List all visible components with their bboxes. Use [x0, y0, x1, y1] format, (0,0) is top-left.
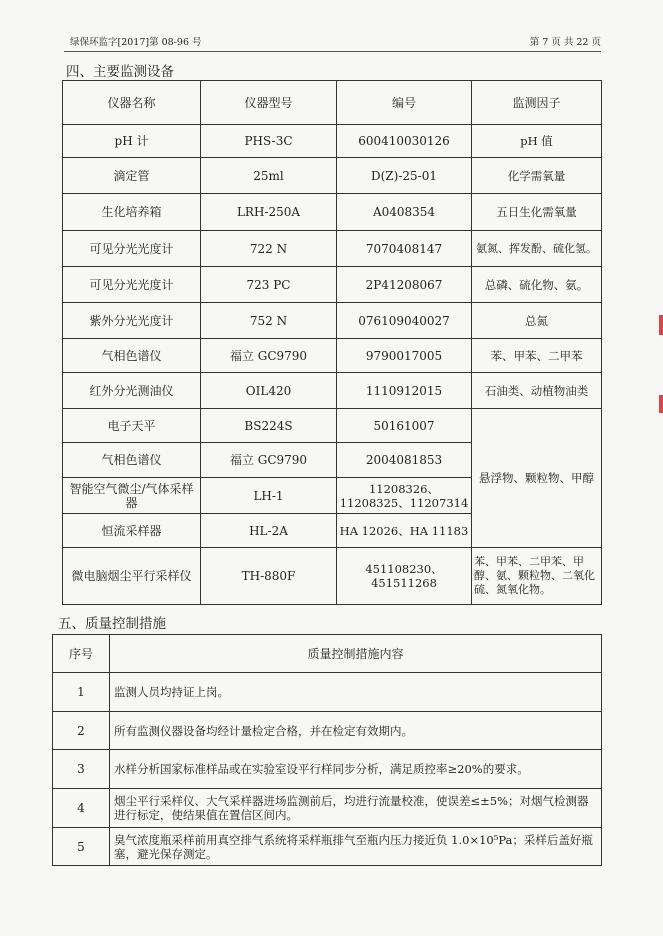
instrument-model: TH-880F: [201, 548, 337, 605]
monitoring-factor: 氨氮、挥发酚、硫化氢。: [472, 231, 602, 267]
instrument-name: 智能空气微尘/气体采样器: [63, 478, 201, 514]
quality-control-table: [52, 634, 602, 866]
qc-measure: 烟尘平行采样仪、大气采样器进场监测前后，均进行流量校准，使误差≤±5%；对烟气检测器进行标定，使结果值在置信区间内。: [110, 789, 602, 828]
instrument-name: 红外分光测油仪: [63, 373, 201, 409]
table-row: [63, 267, 602, 303]
col-model-header: 仪器型号: [201, 81, 337, 125]
instrument-id: A0408354: [337, 194, 472, 231]
instrument-name: 电子天平: [63, 409, 201, 443]
qc-measure: 水样分析国家标准样品或在实验室设平行样同步分析，满足质控率≥20%的要求。: [110, 750, 602, 789]
table-row: [53, 828, 602, 866]
instrument-id: 2P41208067: [337, 267, 472, 303]
instrument-model: BS224S: [201, 409, 337, 443]
col-id-header: 编号: [337, 81, 472, 125]
instrument-name: pH 计: [63, 125, 201, 158]
equipment-table: [62, 80, 602, 605]
table-row: [53, 712, 602, 750]
instrument-id: HA 12026、HA 11183: [337, 514, 472, 548]
table-row: [63, 303, 602, 339]
table-row: [53, 789, 602, 828]
stamp-edge-mark: [659, 315, 663, 335]
instrument-model: 25ml: [201, 158, 337, 194]
instrument-id: 451108230、451511268: [337, 548, 472, 605]
instrument-name: 微电脑烟尘平行采样仪: [63, 548, 201, 605]
monitoring-factor: 石油类、动植物油类: [472, 373, 602, 409]
stamp-edge-mark: [659, 395, 663, 413]
section-4-title: 四、主要监测设备: [66, 64, 174, 80]
merged-monitoring-factor: 悬浮物、颗粒物、甲醇: [472, 409, 602, 548]
qc-measure: 监测人员均持证上岗。: [110, 673, 602, 712]
monitoring-factor: 五日生化需氧量: [472, 194, 602, 231]
instrument-id: 1110912015: [337, 373, 472, 409]
instrument-id: 600410030126: [337, 125, 472, 158]
qc-number: 2: [53, 712, 110, 750]
monitoring-factor: 总磷、硫化物、氨。: [472, 267, 602, 303]
section-5-title: 五、质量控制措施: [58, 616, 166, 632]
instrument-id: 076109040027: [337, 303, 472, 339]
table-row: [63, 548, 602, 605]
instrument-model: OIL420: [201, 373, 337, 409]
instrument-id: 9790017005: [337, 339, 472, 373]
instrument-id: 7070408147: [337, 231, 472, 267]
instrument-model: PHS-3C: [201, 125, 337, 158]
table-row: [53, 750, 602, 789]
instrument-name: 紫外分光光度计: [63, 303, 201, 339]
col-name-header: 仪器名称: [63, 81, 201, 125]
monitoring-factor: 苯、甲苯、二甲苯: [472, 339, 602, 373]
instrument-id: 2004081853: [337, 443, 472, 478]
instrument-model: 722 N: [201, 231, 337, 267]
monitoring-factor: 化学需氧量: [472, 158, 602, 194]
table-row: [63, 409, 602, 443]
instrument-name: 滴定管: [63, 158, 201, 194]
instrument-model: LRH-250A: [201, 194, 337, 231]
qc-measure: 臭气浓度瓶采样前用真空排气系统将采样瓶排气至瓶内压力接近负 1.0×10⁵Pa；采样后盖好瓶塞，避光保存测定。: [110, 828, 602, 866]
instrument-name: 气相色谱仪: [63, 443, 201, 478]
instrument-model: 福立 GC9790: [201, 339, 337, 373]
qc-number: 5: [53, 828, 110, 866]
qc-number: 3: [53, 750, 110, 789]
instrument-name: 可见分光光度计: [63, 231, 201, 267]
table-row: [63, 231, 602, 267]
header-rule: [64, 51, 601, 52]
instrument-model: 723 PC: [201, 267, 337, 303]
col-factor-header: 监测因子: [472, 81, 602, 125]
equipment-header-row: [63, 81, 602, 125]
instrument-model: 福立 GC9790: [201, 443, 337, 478]
instrument-id: D(Z)-25-01: [337, 158, 472, 194]
qc-measure: 所有监测仪器设备均经计量检定合格，并在检定有效期内。: [110, 712, 602, 750]
table-row: [63, 194, 602, 231]
instrument-id: 50161007: [337, 409, 472, 443]
col-content-header: 质量控制措施内容: [110, 635, 602, 673]
instrument-name: 恒流采样器: [63, 514, 201, 548]
qc-header-row: [53, 635, 602, 673]
table-row: [63, 339, 602, 373]
qc-number: 1: [53, 673, 110, 712]
instrument-name: 生化培养箱: [63, 194, 201, 231]
instrument-model: HL-2A: [201, 514, 337, 548]
report-number: 绿保环监字[2017]第 08-96 号: [70, 37, 202, 48]
monitoring-factor: 总氮: [472, 303, 602, 339]
monitoring-factor: 苯、甲苯、二甲苯、甲醇、氨、颗粒物、二氧化硫、氮氧化物。: [472, 548, 602, 605]
instrument-name: 可见分光光度计: [63, 267, 201, 303]
page-header: [70, 30, 601, 48]
table-row: [63, 158, 602, 194]
page-number: 第 7 页 共 22 页: [529, 37, 601, 48]
instrument-model: LH-1: [201, 478, 337, 514]
instrument-model: 752 N: [201, 303, 337, 339]
table-row: [53, 673, 602, 712]
col-no-header: 序号: [53, 635, 110, 673]
monitoring-factor: pH 值: [472, 125, 602, 158]
instrument-name: 气相色谱仪: [63, 339, 201, 373]
table-row: [63, 125, 602, 158]
table-row: [63, 373, 602, 409]
qc-number: 4: [53, 789, 110, 828]
instrument-id: 11208326、11208325、11207314: [337, 478, 472, 514]
